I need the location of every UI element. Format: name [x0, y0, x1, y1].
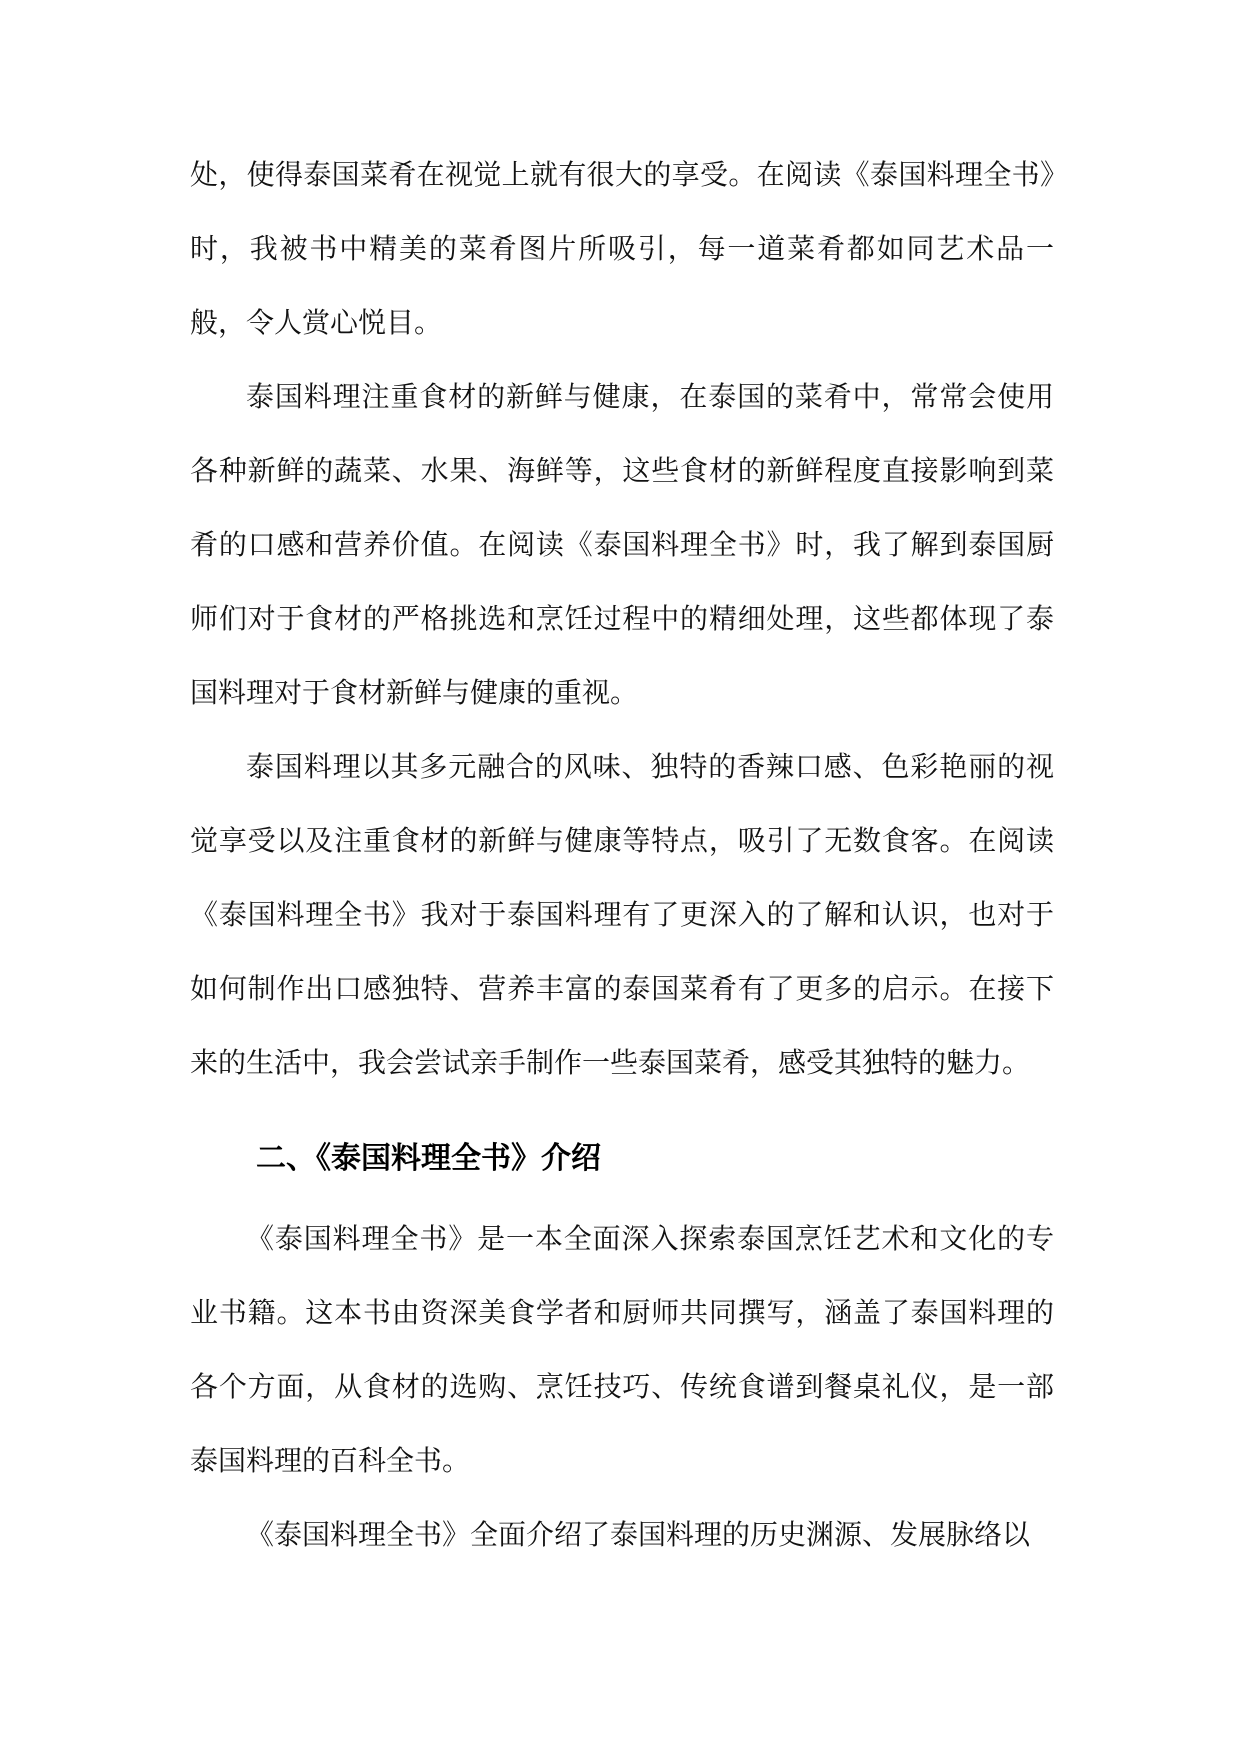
paragraph-book-intro: 《泰国料理全书》是一本全面深入探索泰国烹饪艺术和文化的专业书籍。这本书由资深美食学者和厨师共同撰写，涵盖了泰国料理的各个方面，从食材的选购、烹饪技巧、传统食谱到餐桌礼仪，是一部泰国料理的百科全书。	[190, 1222, 1054, 1477]
paragraph-continued: 处，使得泰国菜肴在视觉上就有很大的享受。在阅读《泰国料理全书》时，我被书中精美的菜肴图片所吸引，每一道菜肴都如同艺术品一般，令人赏心悦目。	[190, 158, 1054, 339]
paragraph-summary: 泰国料理以其多元融合的风味、独特的香辣口感、色彩艳丽的视觉享受以及注重食材的新鲜与健康等特点，吸引了无数食客。在阅读《泰国料理全书》我对于泰国料理有了更深入的了解和认识，也对于如何制作出口感独特、营养丰富的泰国菜肴有了更多的启示。在接下来的生活中，我会尝试亲手制作一些泰国菜肴，感受其独特的魅力。	[190, 750, 1054, 1079]
section-heading: 二、《泰国料理全书》介绍	[256, 1141, 601, 1176]
paragraph-book-history: 《泰国料理全书》全面介绍了泰国料理的历史渊源、发展脉络以	[246, 1518, 1031, 1551]
paragraph-freshness-health: 泰国料理注重食材的新鲜与健康，在泰国的菜肴中，常常会使用各种新鲜的蔬菜、水果、海鲜等，这些食材的新鲜程度直接影响到菜肴的口感和营养价值。在阅读《泰国料理全书》时，我了解到泰国厨师们对于食材的严格挑选和烹饪过程中的精细处理，这些都体现了泰国料理对于食材新鲜与健康的重视。	[190, 380, 1054, 709]
document-body	[190, 138, 1054, 1572]
